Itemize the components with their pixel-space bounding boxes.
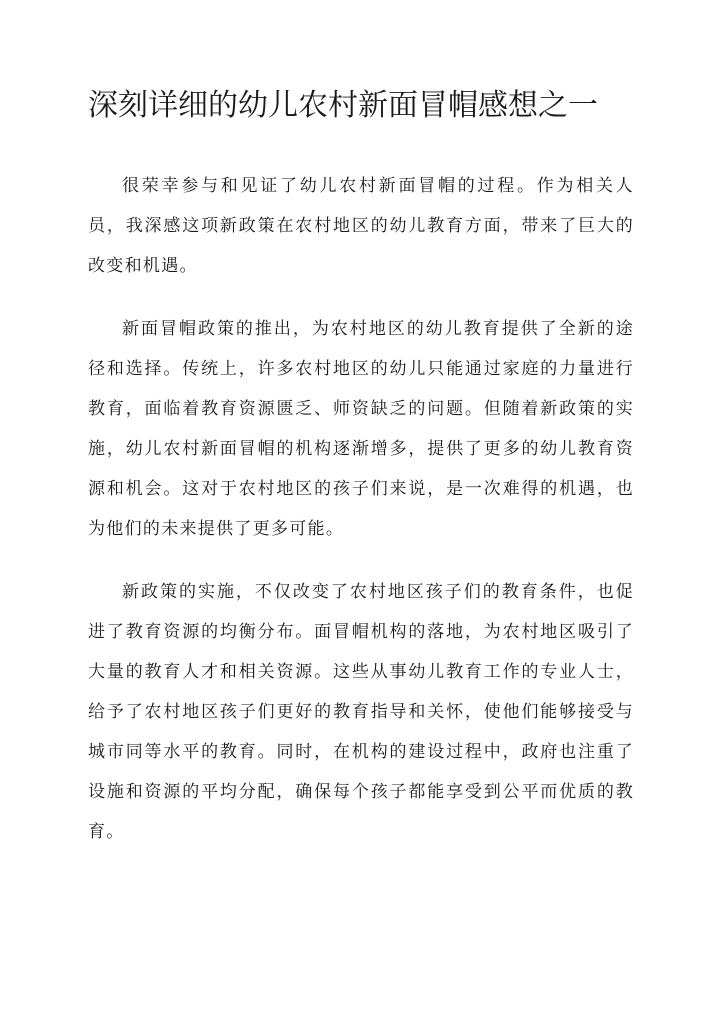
- paragraph-2: 新面冒帽政策的推出，为农村地区的幼儿教育提供了全新的途径和选择。传统上，许多农村地区的幼儿只能通过家庭的力量进行教育，面临着教育资源匮乏、师资缺乏的问题。但随着新政策的实施，幼儿农村新面冒帽的机构逐渐增多，提供了更多的幼儿教育资源和机会。这对于农村地区的孩子们来说，是一次难得的机遇，也为他们的未来提供了更多可能。: [88, 319, 634, 539]
- document-title: 深刻详细的幼儿农村新面冒帽感想之一: [88, 88, 598, 123]
- document-body: [88, 166, 634, 875]
- paragraph-3: 新政策的实施，不仅改变了农村地区孩子们的教育条件，也促进了教育资源的均衡分布。面冒帽机构的落地，为农村地区吸引了大量的教育人才和相关资源。这些从事幼儿教育工作的专业人士，给予了农村地区孩子们更好的教育指导和关怀，使他们能够接受与城市同等水平的教育。同时，在机构的建设过程中，政府也注重了设施和资源的平均分配，确保每个孩子都能享受到公平而优质的教育。: [88, 582, 634, 842]
- paragraph-1: 很荣幸参与和见证了幼儿农村新面冒帽的过程。作为相关人员，我深感这项新政策在农村地区的幼儿教育方面，带来了巨大的改变和机遇。: [88, 176, 634, 276]
